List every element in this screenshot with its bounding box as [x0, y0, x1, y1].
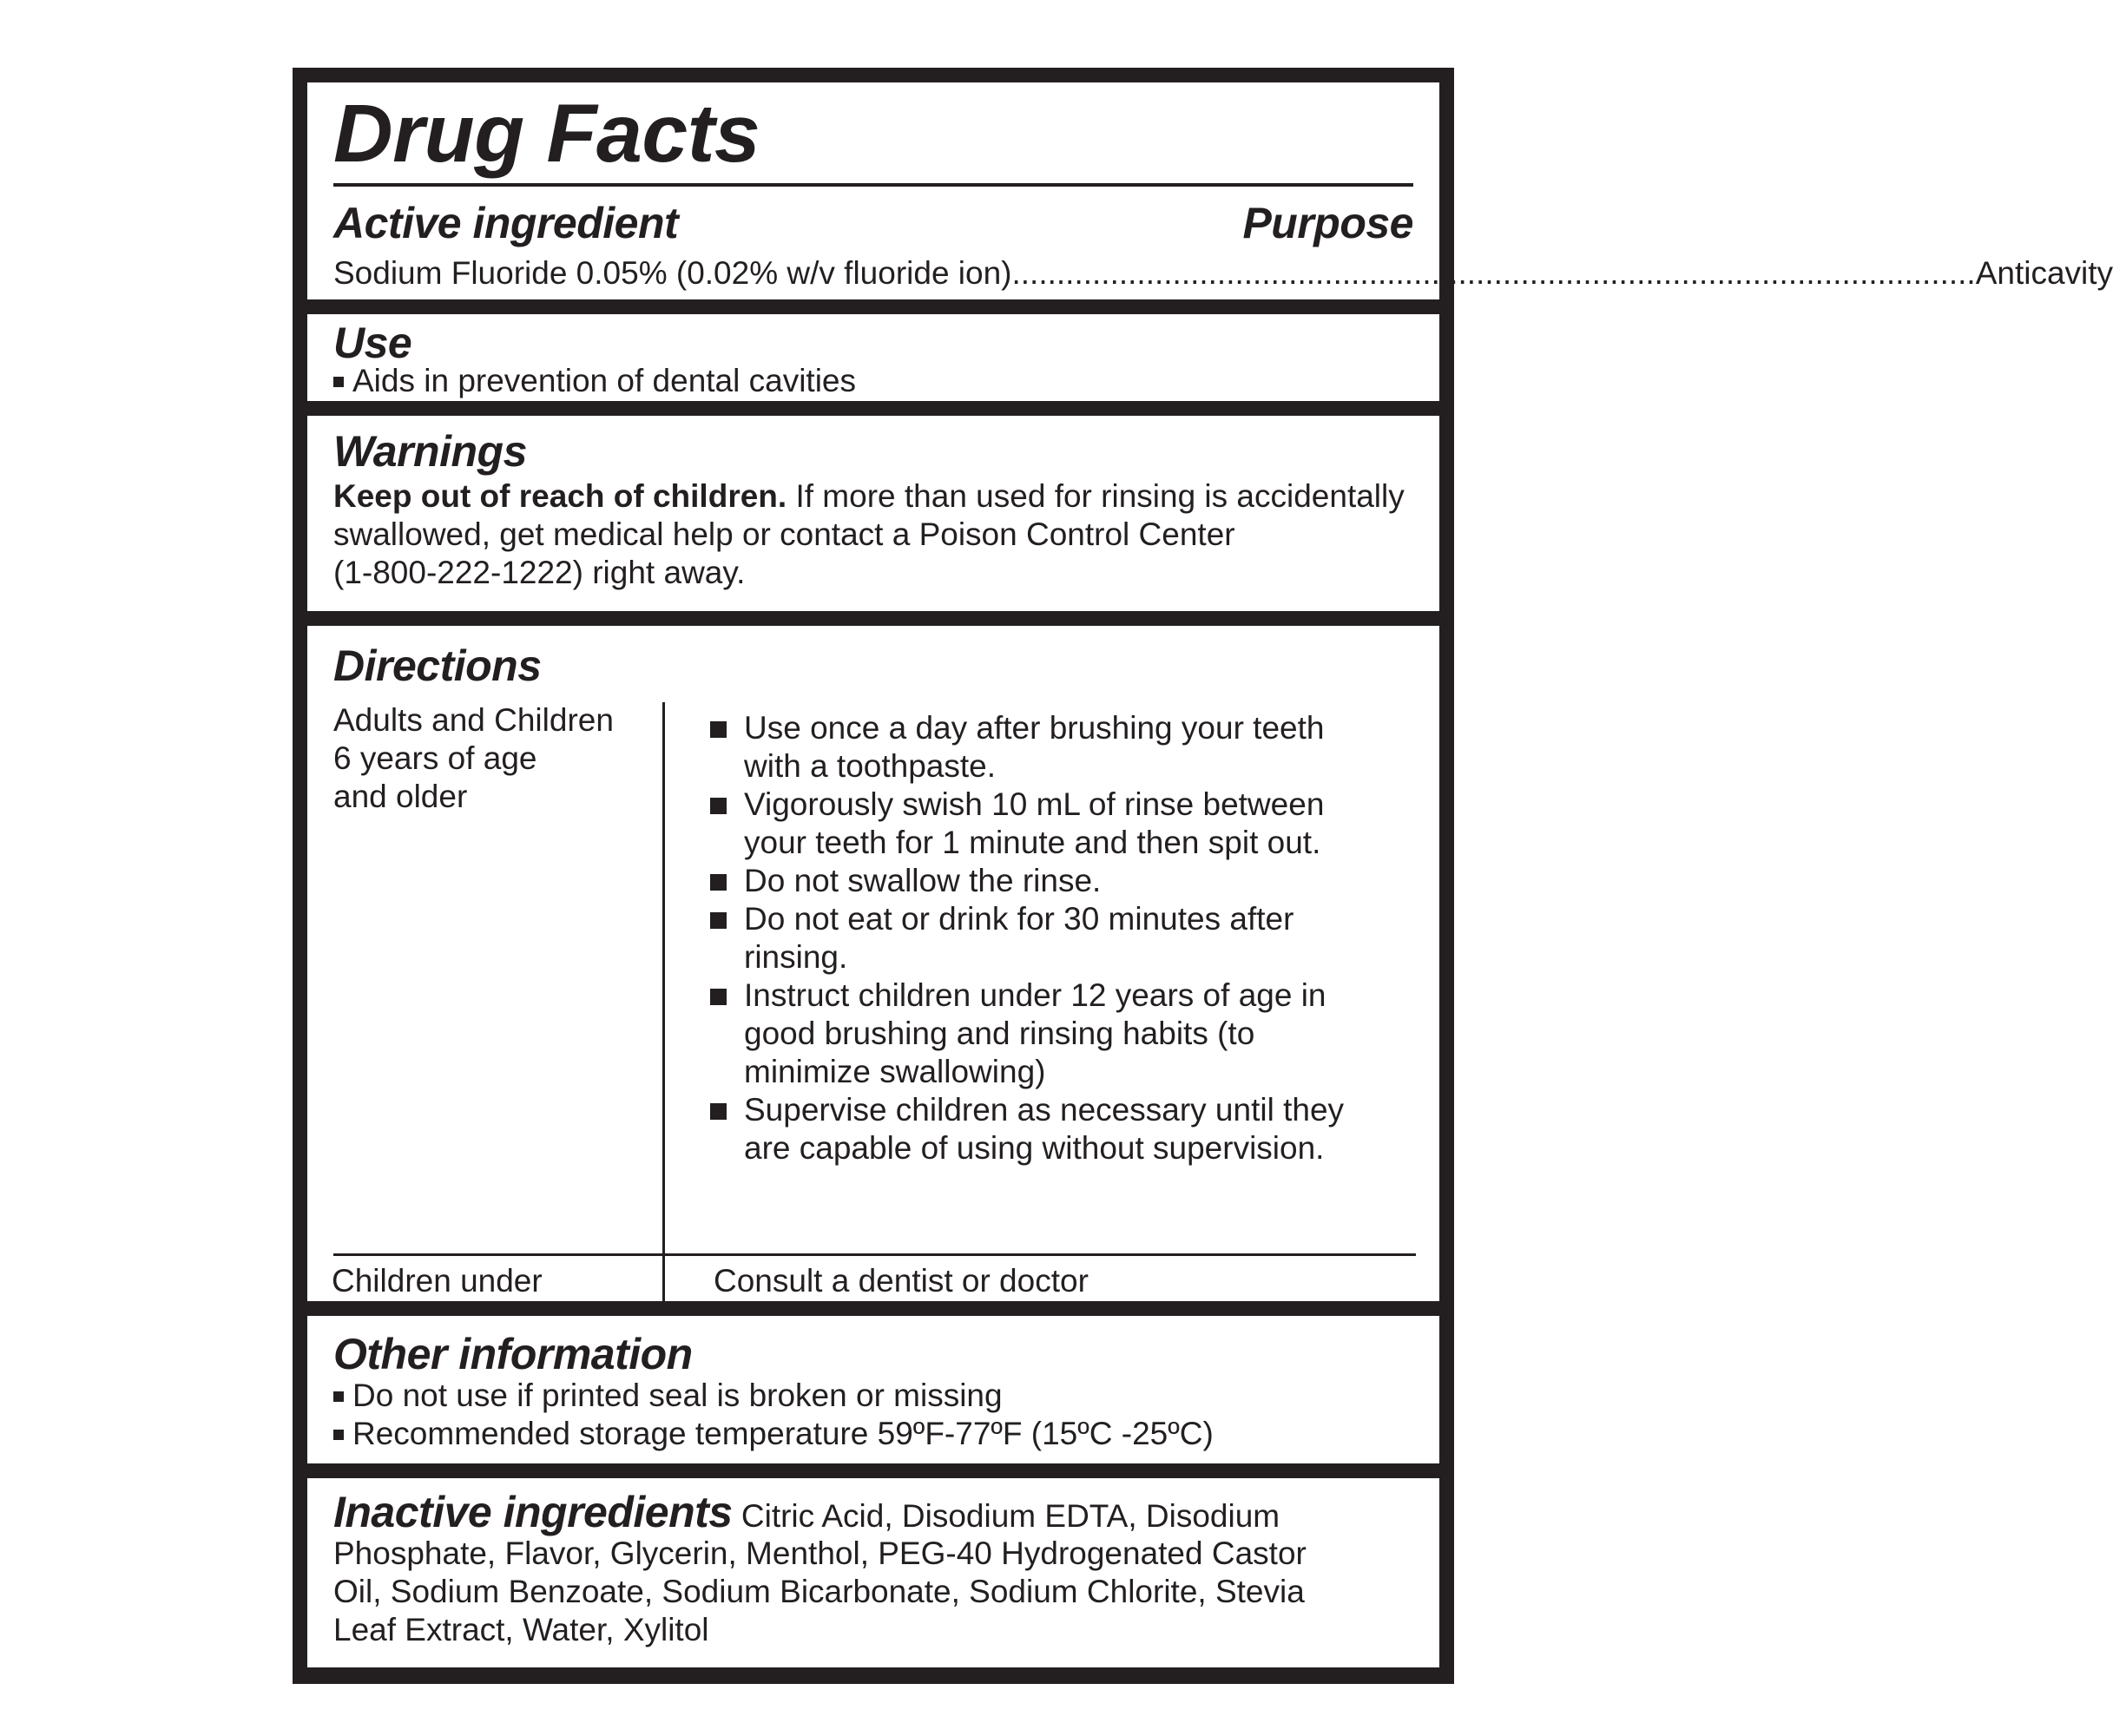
direction-item-4-line-2: rinsing. — [744, 939, 848, 975]
directions-row-divider — [333, 1253, 1416, 1256]
active-ingredient-purpose: Anticavity — [1975, 255, 2113, 291]
warnings-heading: Warnings — [333, 427, 527, 476]
adults-label-line-1: Adults and Children — [333, 702, 614, 738]
direction-item-4-line-1: Do not eat or drink for 30 minutes after — [744, 901, 1294, 937]
active-ingredient-name: Sodium Fluoride 0.05% (0.02% w/v fluoride ion) — [333, 255, 1012, 291]
warnings-line-2: swallowed, get medical help or contact a Poison Control Center — [333, 516, 1235, 552]
children-instruction: Consult a dentist or doctor — [714, 1263, 1089, 1299]
warnings-panel — [307, 416, 1439, 611]
active-ingredient-line — [333, 254, 2113, 293]
direction-item-1-line-2: with a toothpaste. — [744, 748, 997, 784]
warnings-bold-lead: Keep out of reach of children. — [333, 478, 787, 514]
direction-item-5-line-1: Instruct children under 12 years of age in — [744, 977, 1326, 1013]
directions-panel — [307, 626, 1439, 1301]
purpose-heading: Purpose — [1242, 199, 1413, 247]
inactive-ingredients-line-1: Inactive ingredients Citric Acid, Disodium EDTA, Disodium — [333, 1488, 1280, 1536]
other-information-panel — [307, 1316, 1439, 1463]
children-label-line-1: Children under — [332, 1263, 543, 1299]
other-information-heading: Other information — [333, 1330, 693, 1378]
direction-item-5-line-2: good brushing and rinsing habits (to — [744, 1016, 1255, 1051]
bullet-icon — [333, 377, 344, 387]
inactive-ingredients-line-2: Phosphate, Flavor, Glycerin, Menthol, PEG-40 Hydrogenated Castor — [333, 1535, 1307, 1571]
bullet-icon — [710, 721, 727, 738]
direction-item-2-line-1: Vigorously swish 10 mL of rinse between — [744, 786, 1325, 822]
active-ingredient-panel — [307, 82, 2113, 299]
title-rule — [333, 183, 1413, 187]
bullet-icon — [710, 798, 727, 814]
adults-label-line-3: and older — [333, 779, 468, 814]
inactive-ingredients-heading: Inactive ingredients — [333, 1488, 733, 1536]
use-panel — [307, 314, 1439, 401]
direction-item-6-line-2: are capable of using without supervision. — [744, 1130, 1325, 1166]
leader-dots: ............................................................................................................ — [1011, 255, 1976, 291]
inactive-ingredients-line-3: Oil, Sodium Benzoate, Sodium Bicarbonate, Sodium Chlorite, Stevia — [333, 1574, 1305, 1609]
use-heading: Use — [333, 319, 412, 367]
bullet-icon — [710, 874, 727, 891]
other-information-item-2: Recommended storage temperature 59ºF-77ºF (15ºC -25ºC) — [333, 1415, 1214, 1453]
bullet-icon — [710, 989, 727, 1005]
inactive-ingredients-panel — [307, 1478, 1439, 1667]
drug-facts-label — [293, 68, 2113, 1684]
direction-item-2-line-2: your teeth for 1 minute and then spit out. — [744, 825, 1321, 860]
direction-item-6-line-1: Supervise children as necessary until they — [744, 1092, 1345, 1128]
direction-item-3-line-1: Do not swallow the rinse. — [744, 863, 1102, 898]
bullet-icon — [333, 1391, 344, 1402]
other-information-item-1: Do not use if printed seal is broken or missing — [333, 1377, 1003, 1415]
bullet-icon — [710, 1103, 727, 1120]
label-title: Drug Facts — [333, 88, 760, 180]
use-item: Aids in prevention of dental cavities — [333, 362, 856, 400]
active-ingredient-heading: Active ingredient — [333, 199, 679, 247]
direction-item-5-line-3: minimize swallowing) — [744, 1054, 1046, 1089]
inactive-ingredients-line-4: Leaf Extract, Water, Xylitol — [333, 1612, 709, 1647]
directions-column-divider — [662, 702, 665, 1301]
bullet-icon — [710, 912, 727, 929]
directions-heading: Directions — [333, 641, 542, 690]
warnings-line-3: (1-800-222-1222) right away. — [333, 555, 746, 590]
direction-item-1-line-1: Use once a day after brushing your teeth — [744, 710, 1325, 746]
warnings-line-1: Keep out of reach of children. If more than used for rinsing is accidentally — [333, 478, 1405, 514]
adults-label-line-2: 6 years of age — [333, 740, 537, 776]
bullet-icon — [333, 1430, 344, 1440]
